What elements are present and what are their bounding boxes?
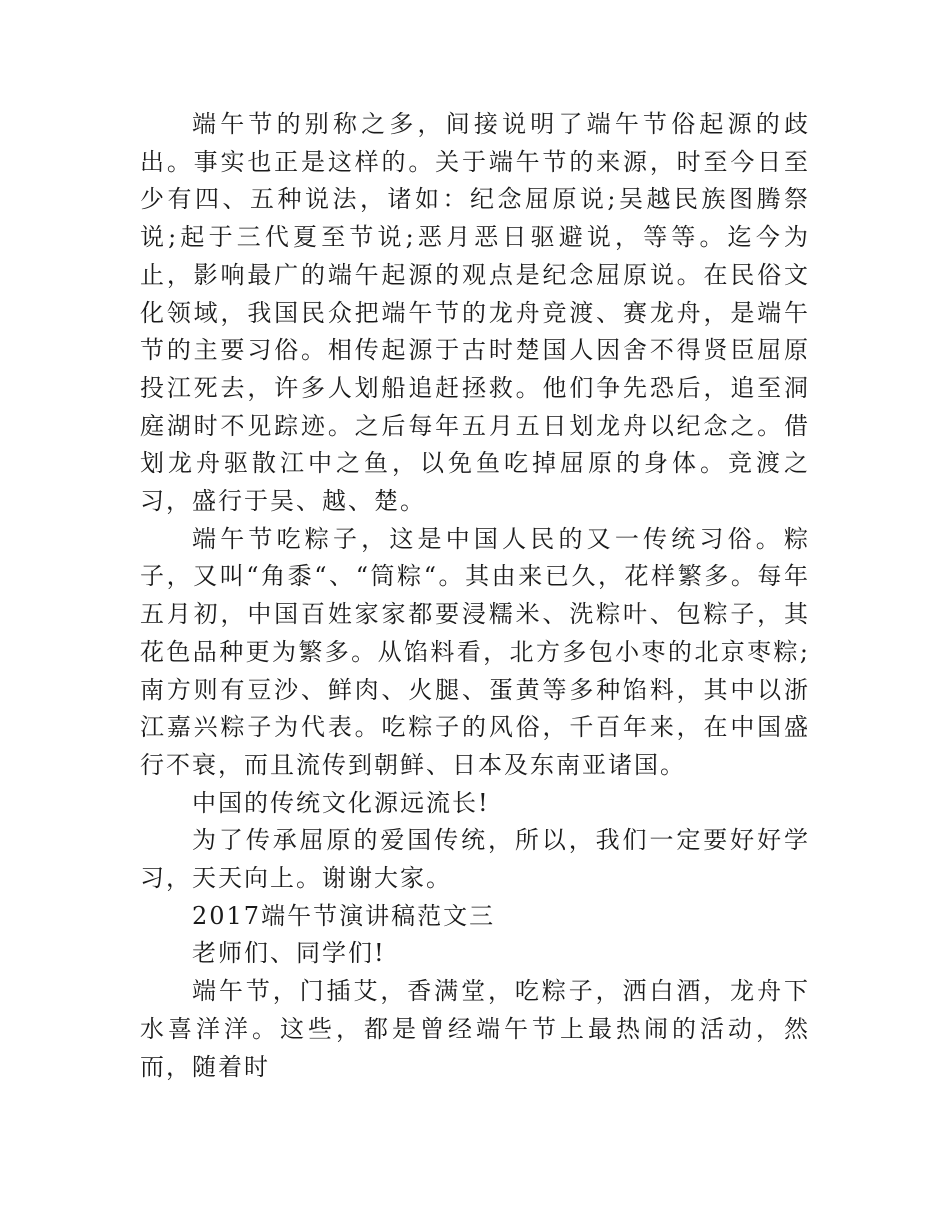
paragraph-culture-statement: 中国的传统文化源远流长! [192,788,490,817]
paragraph-zongzi-custom: 端午节吃粽子，这是中国人民的又一传统习俗。粽子，又叫“角黍“、“筒粽“。其由来已久，花样繁多。每年五月初，中国百姓家家都要浸糯米、洗粽叶、包粽子，其花色品种更为繁多。从馅料看，北方多包小枣的北京枣粽;南方则有豆沙、鲜肉、火腿、蛋黄等多种馅料，其中以浙江嘉兴粽子为代表。吃粽子的风俗，千百年来，在中国盛行不衰，而且流传到朝鲜、日本及东南亚诸国。 [140,524,810,779]
salutation: 老师们、同学们! [192,939,386,968]
section-heading: 2017端午节演讲稿范文三 [192,901,496,930]
paragraph-closing-remarks: 为了传承屈原的爱国传统，所以，我们一定要好好学习，天天向上。谢谢大家。 [140,826,810,893]
paragraph-dragon-boat-origins: 端午节的别称之多，间接说明了端午节俗起源的歧出。事实也正是这样的。关于端午节的来源，时至今日至少有四、五种说法，诸如：纪念屈原说;吴越民族图腾祭说;起于三代夏至节说;恶月恶日驱避说，等等。迄今为止，影响最广的端午起源的观点是纪念屈原说。在民俗文化领域，我国民众把端午节的龙舟竞渡、赛龙舟，是端午节的主要习俗。相传起源于古时楚国人因舍不得贤臣屈原投江死去，许多人划船追赶拯救。他们争先恐后，追至洞庭湖时不见踪迹。之后每年五月五日划龙舟以纪念之。借划龙舟驱散江中之鱼，以免鱼吃掉屈原的身体。竞渡之习，盛行于吴、越、楚。 [140,110,810,516]
paragraph-festival-activities: 端午节，门插艾，香满堂，吃粽子，洒白酒，龙舟下水喜洋洋。这些，都是曾经端午节上最热闹的活动，然而，随着时 [140,977,810,1081]
